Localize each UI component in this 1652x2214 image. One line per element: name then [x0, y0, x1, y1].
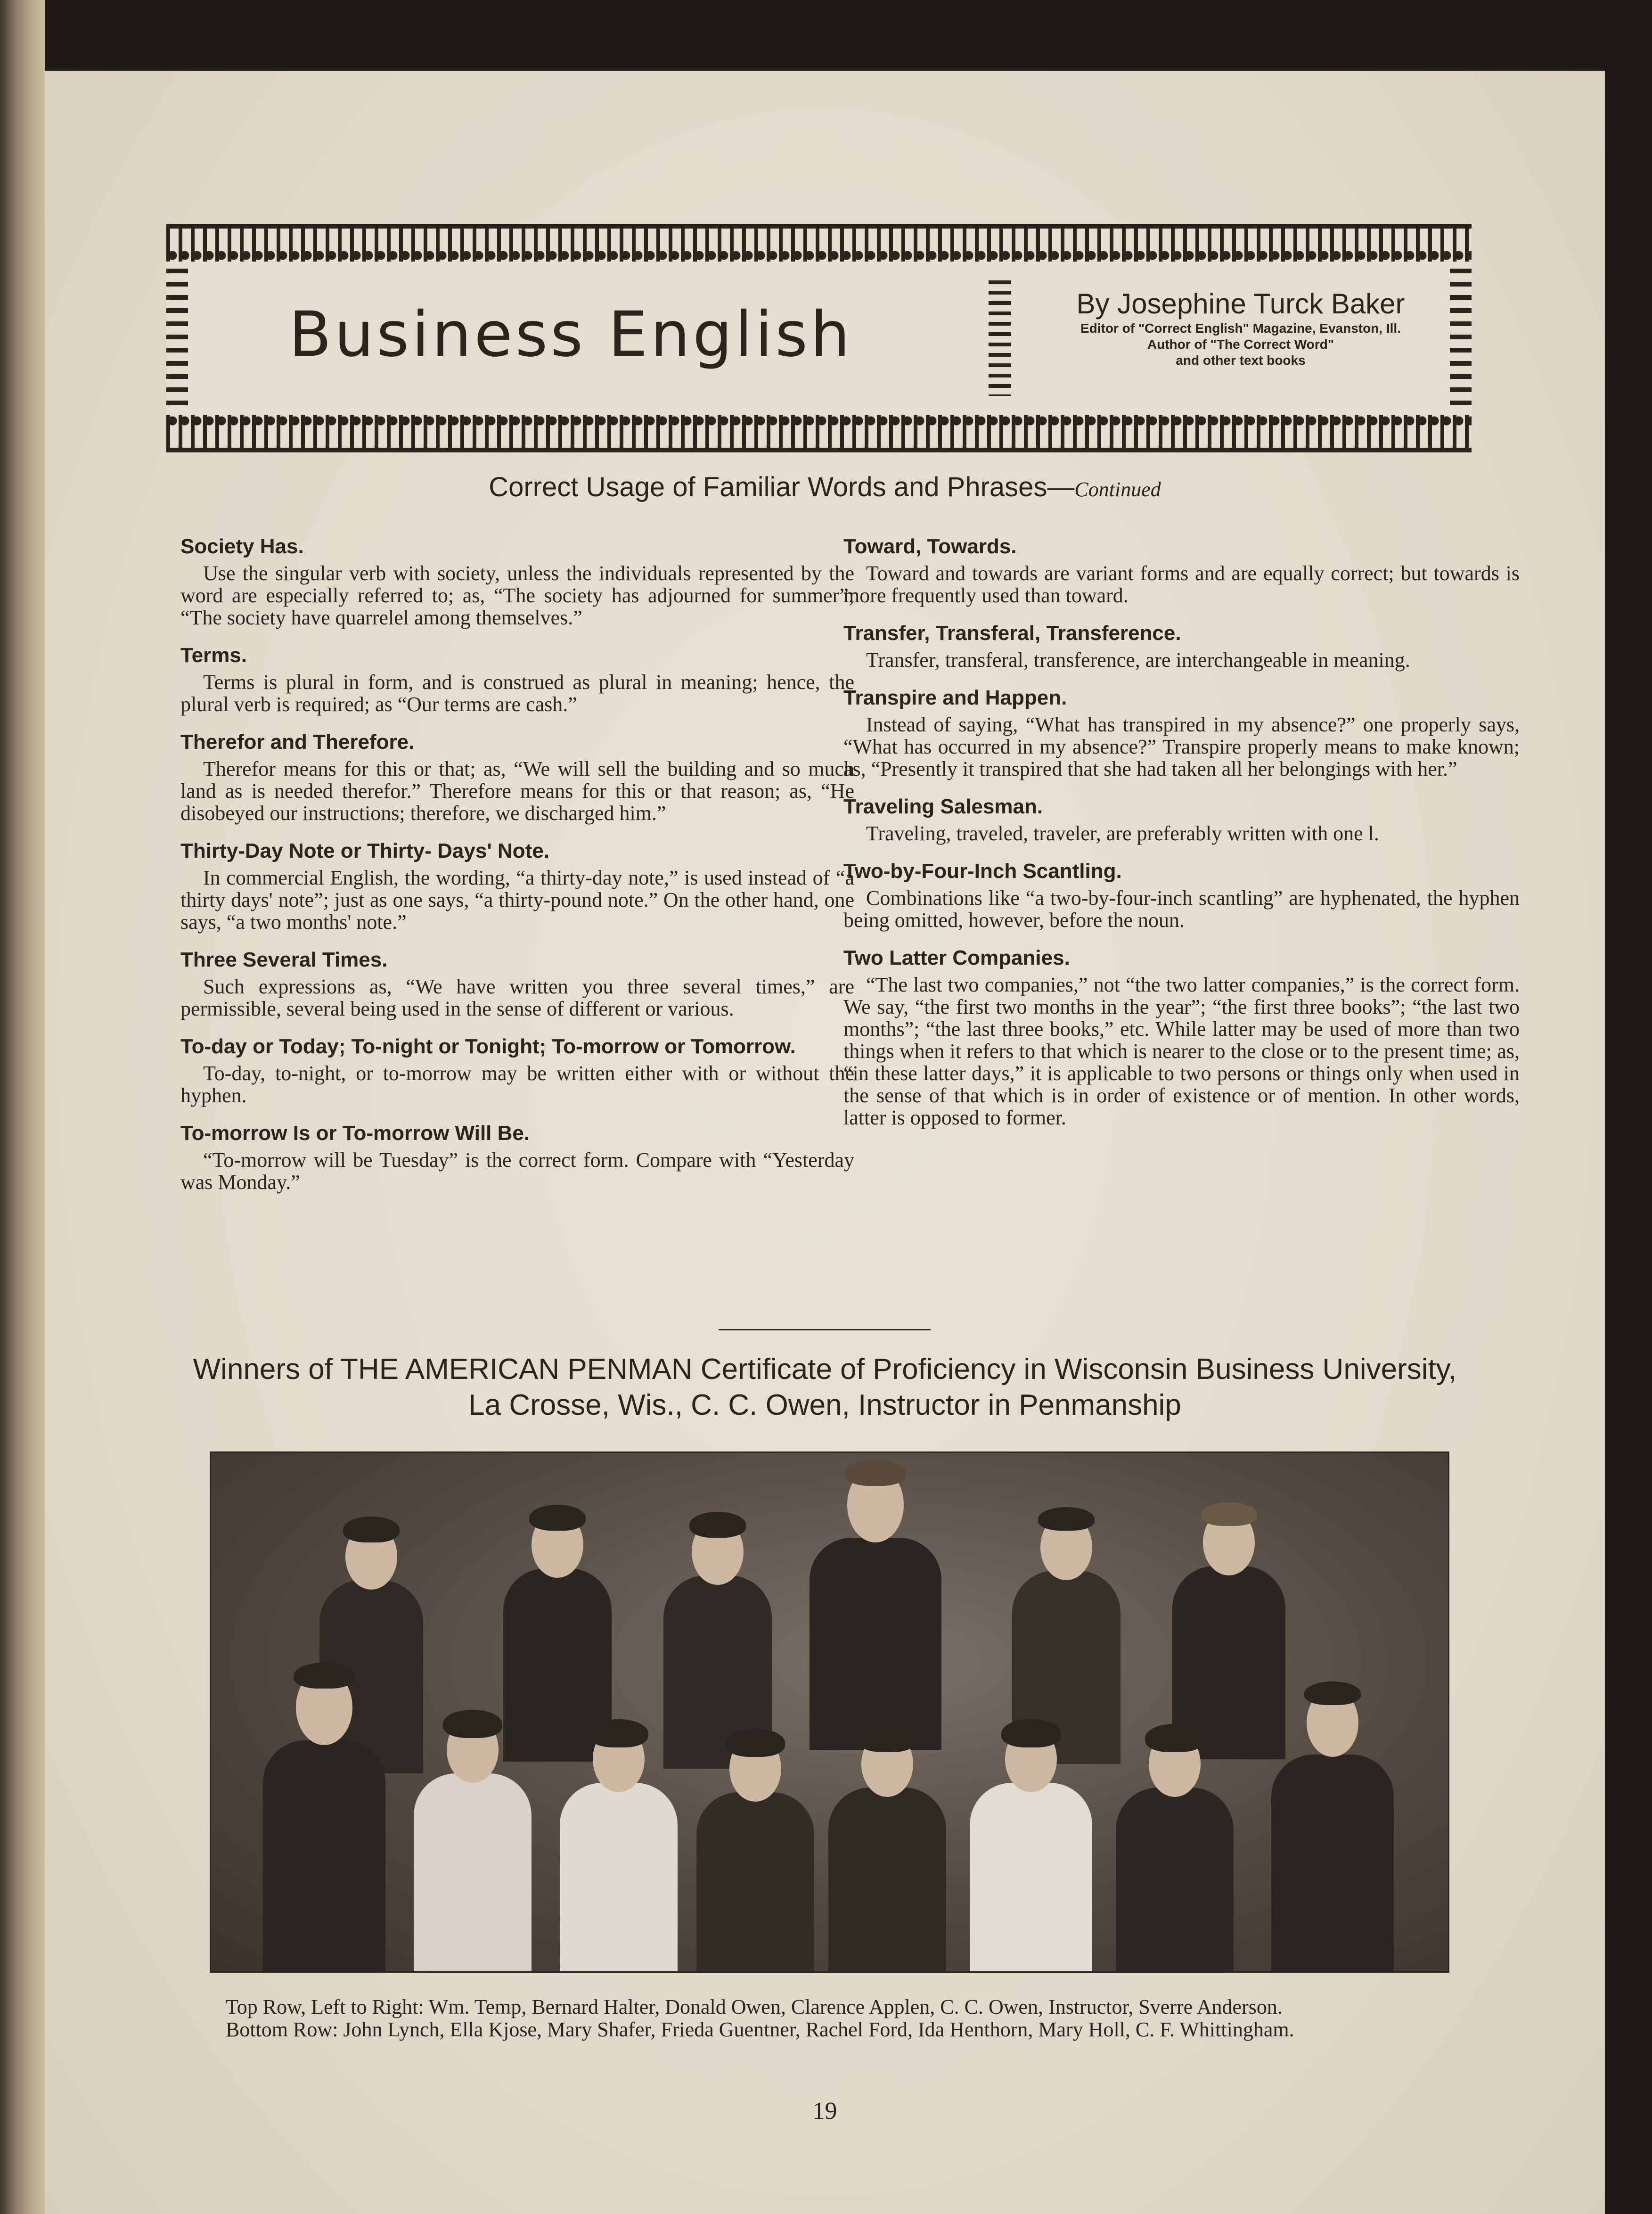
person-figure [560, 1717, 678, 1971]
person-figure [263, 1660, 385, 1971]
ornamental-border-top [166, 224, 1472, 262]
entry [180, 1035, 854, 1107]
photo-caption [181, 1996, 1520, 2041]
entry-body: Terms is plural in form, and is construed as plural in meaning; hence, the plural verb is required; as “Our terms are cash.” [180, 671, 854, 716]
entry-heading: Traveling Salesman. [843, 795, 1043, 818]
book-binding [0, 0, 45, 2214]
entry-body: Instead of saying, “What has transpired in my absence?” one properly says, “What has occurred in my absence?” Transpire properly means to make known; as, “Presently it transpired that she had taken all her belongings with her.” [843, 713, 1520, 780]
section-title-text: Correct Usage of Familiar Words and Phrases— [489, 472, 1075, 502]
entry [843, 535, 1520, 607]
entry-heading: To-morrow Is or To-morrow Will Be. [180, 1122, 530, 1145]
magazine-page [45, 71, 1605, 2214]
header-banner [166, 224, 1472, 452]
entry [180, 1122, 854, 1193]
entry-body: Transfer, transferal, transference, are interchangeable in meaning. [866, 648, 1410, 672]
person-figure [1116, 1722, 1234, 1971]
author-credit-3: and other text books [1176, 353, 1306, 368]
person-figure [1172, 1495, 1285, 1759]
winners-heading [45, 1352, 1605, 1423]
right-column [843, 535, 1520, 1144]
entry-body: Use the singular verb with society, unless the individuals represented by the word are especially referred to; as, “The society has adjourned for summer”; “The society have quarrelel among themselves.” [180, 562, 854, 629]
entry-body: Traveling, traveled, traveler, are preferably written with one l. [866, 822, 1379, 845]
left-column [180, 535, 854, 1208]
winners-line-2: La Crosse, Wis., C. C. Owen, Instructor in Penmanship [468, 1389, 1181, 1421]
entry [180, 948, 854, 1020]
entry-body: Combinations like “a two-by-four-inch scantling” are hyphenated, the hyphen being omitted, however, before the noun. [843, 886, 1520, 932]
entry-heading: Two Latter Companies. [843, 946, 1070, 969]
ornamental-border-bottom [166, 415, 1472, 452]
entry-body: “To-morrow will be Tuesday” is the correct form. Compare with “Yesterday was Monday.” [180, 1148, 854, 1194]
entry-heading: Transfer, Transferal, Transference. [843, 622, 1181, 645]
entry [180, 535, 854, 629]
entry-body: In commercial English, the wording, “a thirty-day note,” is used instead of “a thirty days' note”; just as one says, “a thirty-pound note.” On the other hand, one says, “a two months' note.” [180, 866, 854, 934]
person-figure [696, 1726, 814, 1971]
person-figure [1271, 1679, 1394, 1971]
entry-heading: Therefor and Therefore. [180, 730, 415, 754]
entry-body: Toward and towards are variant forms and are equally correct; but towards is more frequently used than toward. [843, 562, 1520, 607]
page-number: 19 [812, 2098, 837, 2124]
person-figure [828, 1722, 946, 1971]
entry-heading: Transpire and Happen. [843, 686, 1067, 709]
entry [180, 644, 854, 715]
entry [180, 730, 854, 824]
entry-heading: Three Several Times. [180, 948, 388, 971]
author-credit-1: Editor of "Correct English" Magazine, Evanston, Ill. [1080, 321, 1401, 336]
entry [843, 860, 1520, 931]
horizontal-rule [719, 1329, 931, 1330]
entry-heading: Toward, Towards. [843, 535, 1017, 558]
entry-heading: Society Has. [180, 535, 304, 558]
entry-body: Such expressions as, “We have written you three several times,” are permissible, several being used in the sense of different or various. [180, 975, 854, 1020]
entry-heading: Terms. [180, 644, 247, 667]
caption-bottom-row: Bottom Row: John Lynch, Ella Kjose, Mary Shafer, Frieda Guentner, Rachel Ford, Ida Henthorn, Mary Holl, C. F. Whittingham. [226, 2018, 1294, 2041]
group-photograph [210, 1451, 1449, 1973]
winners-line-1: Winners of THE AMERICAN PENMAN Certificate of Proficiency in Wisconsin Business University, [193, 1353, 1457, 1386]
entry-heading: Two-by-Four-Inch Scantling. [843, 860, 1122, 883]
entry-body: Therefor means for this or that; as, “We will sell the building and so much land as is needed therefor.” Therefore means for this or that reason; as, “He disobeyed our instructions; therefore, we discharged him.” [180, 757, 854, 825]
entry [843, 946, 1520, 1129]
person-figure [414, 1707, 532, 1971]
entry [843, 686, 1520, 780]
person-figure [970, 1717, 1092, 1971]
author-credit-2: Author of "The Correct Word" [1147, 337, 1334, 352]
byline [1043, 287, 1439, 369]
ornamental-divider [989, 280, 1011, 396]
entry-body: “The last two companies,” not “the two latter companies,” is the correct form. We say, “the first two months in the year”; “the first three books”; “the last two months”; “the last three books,” etc. While latter may be used of more than two things when it refers to that which is nearer to the close or to the present time; as, “in these latter days,” it is applicable to two persons or things only when used in the sense of that which is in order of existence or of mention. In other words, latter is opposed to former. [843, 973, 1520, 1129]
ornamental-border-right [1450, 269, 1472, 408]
caption-top-row: Top Row, Left to Right: Wm. Temp, Bernard Halter, Donald Owen, Clarence Applen, C. C. Owen, Instructor, Sverre Anderson. [226, 1995, 1283, 2018]
entry [180, 839, 854, 933]
section-continued: Continued [1074, 478, 1161, 501]
entry [843, 795, 1520, 845]
entry-body: To-day, to-night, or to-morrow may be written either with or without the hyphen. [180, 1062, 854, 1107]
author-name: By Josephine Turck Baker [1076, 288, 1405, 320]
person-figure [810, 1458, 941, 1750]
section-title [45, 471, 1605, 503]
ornamental-border-left [166, 269, 188, 408]
entry-heading: Thirty-Day Note or Thirty- Days' Note. [180, 839, 550, 862]
page-title: Business English [289, 298, 853, 371]
entry [843, 622, 1520, 671]
entry-heading: To-day or Today; To-night or Tonight; To-morrow or Tomorrow. [180, 1035, 796, 1058]
